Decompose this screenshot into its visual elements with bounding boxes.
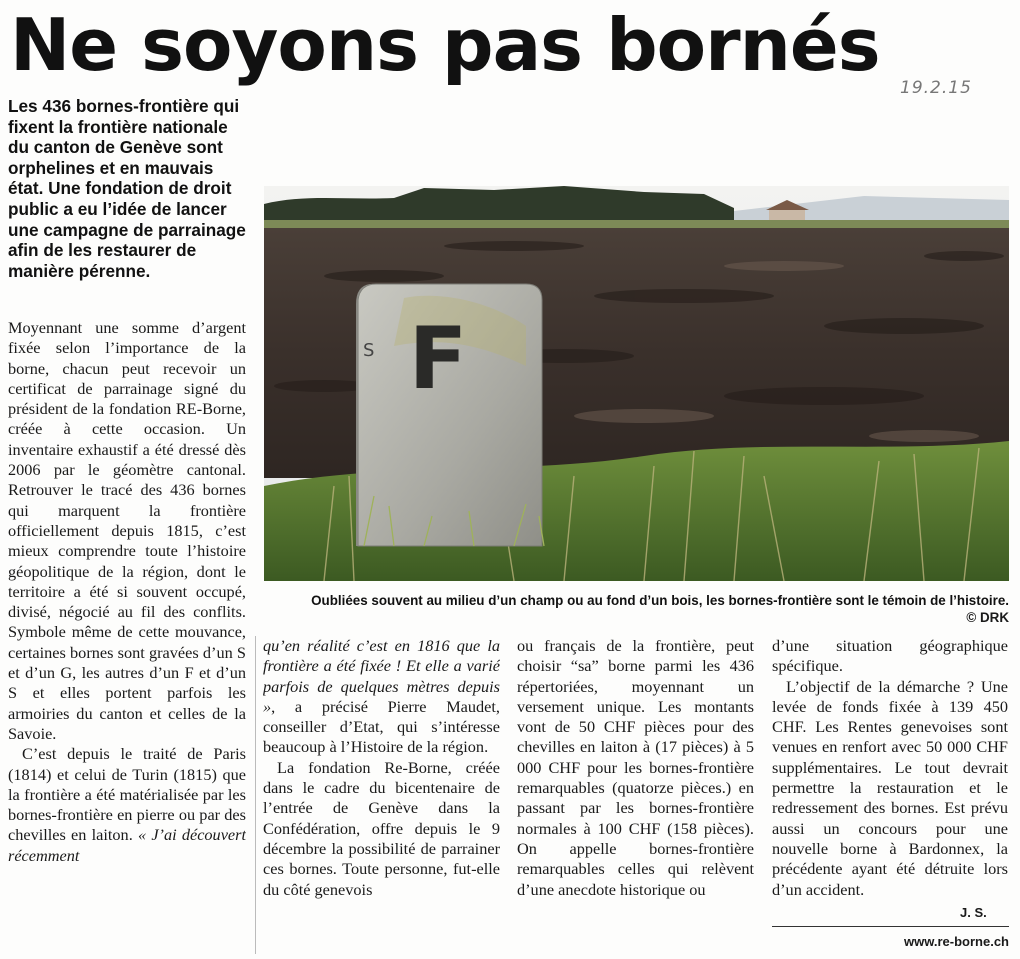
quote-text: qu’en réalité c’est en 1816 que la frontière a été fixée ! Et elle a varié parfois de quelques mètres depuis » [263, 636, 500, 716]
end-rule [772, 926, 1009, 927]
photo-credit: © DRK [966, 610, 1009, 625]
headline: Ne soyons pas bornés [10, 3, 880, 87]
body-paragraph: ou français de la frontière, peut choisir “sa” borne parmi les 436 répertoriées, moyennant un versement unique. Les montants vont de 50 CHF pièces pour des chevilles en laiton à (17 pièces) à 5 000 CHF pour les bornes-frontière remarquables (quatorze pièces.) en passant par les bornes-frontière normales à 100 CHF (158 pièces). On appelle bornes-frontière remarquables celles qui relèvent d’une anecdote historique ou [517, 636, 754, 899]
stone-letter: F [408, 309, 468, 409]
body-text: , a précisé Pierre Maudet, conseiller d’Etat, qui s’intéresse beaucoup à l’Histoire de la région. [263, 696, 500, 757]
body-paragraph [263, 636, 500, 758]
photo-caption: Oubliées souvent au milieu d’un champ ou au fond d’un bois, les bornes-frontière sont le témoin de l’histoire. [311, 593, 1009, 608]
body-paragraph [8, 744, 246, 866]
stone-side-letter: S [363, 340, 375, 361]
body-paragraph: La fondation Re-Borne, créée dans le cadre du bicentenaire de l’entrée de Genève dans la Confédération, offre depuis le 9 décembre la possibilité de parrainer ces bornes. Toute personne, fut-elle du côté genevois [263, 757, 500, 899]
body-paragraph: L’objectif de la démarche ? Une levée de fonds fixée à 139 450 CHF. Les Rentes genevoises sont venues en renfort avec 50 000 CHF supplémentaires. Le tout devrait permettre la restauration et le redressement des bornes. Est prévu aussi un concours pour une nouvelle borne à Bardonnex, la précédente ayant été détruite lors d’un accident. [772, 676, 1008, 899]
body-paragraph: d’une situation géographique spécifique. [772, 636, 1008, 676]
column-divider [255, 636, 256, 954]
handwritten-date: 19.2.15 [900, 78, 972, 98]
article-photo [264, 186, 1009, 581]
body-column-2 [263, 636, 500, 954]
quote-text: « J’ai découvert récemment [8, 825, 246, 865]
body-text: C’est depuis le traité de Paris (1814) et celui de Turin (1815) que la frontière a été matérialisée par les bornes-frontière en pierre ou par des chevilles en laiton. [8, 744, 246, 845]
author-signature: J. S. [960, 905, 987, 920]
body-column-1 [8, 318, 246, 954]
body-column-4 [772, 636, 1008, 926]
website-link[interactable]: www.re-borne.ch [904, 934, 1009, 949]
body-column-3 [517, 636, 754, 954]
body-paragraph: Moyennant une somme d’argent fixée selon l’importance de la borne, chacun peut recevoir un certificat de parrainage signé du président de la fondation RE-Borne, créée à cette occasion. Un inventaire exhaustif a été dressé dès 2006 par le géomètre cantonal. Retrouver le tracé des 436 bornes qui marquent la frontière officiellement depuis 1815, c’est mieux comprendre toute l’histoire géopolitique de la région, dont le territoire a été si souvent occupé, divisé, négocié au fil des conflits. Symbole même de cette mouvance, certaines bornes sont gravées d’un S et d’un G, les autres d’un F et d’un S et elles portent parfois les armoiries du canton et celles de la Savoie. [8, 318, 246, 743]
lead-paragraph: Les 436 bornes-frontière qui fixent la frontière nationale du canton de Genève sont orphelines et en mauvais état. Une fondation de droit public a eu l’idée de lancer une campagne de parrainage afin de les restaurer de manière pérenne. [8, 96, 246, 281]
